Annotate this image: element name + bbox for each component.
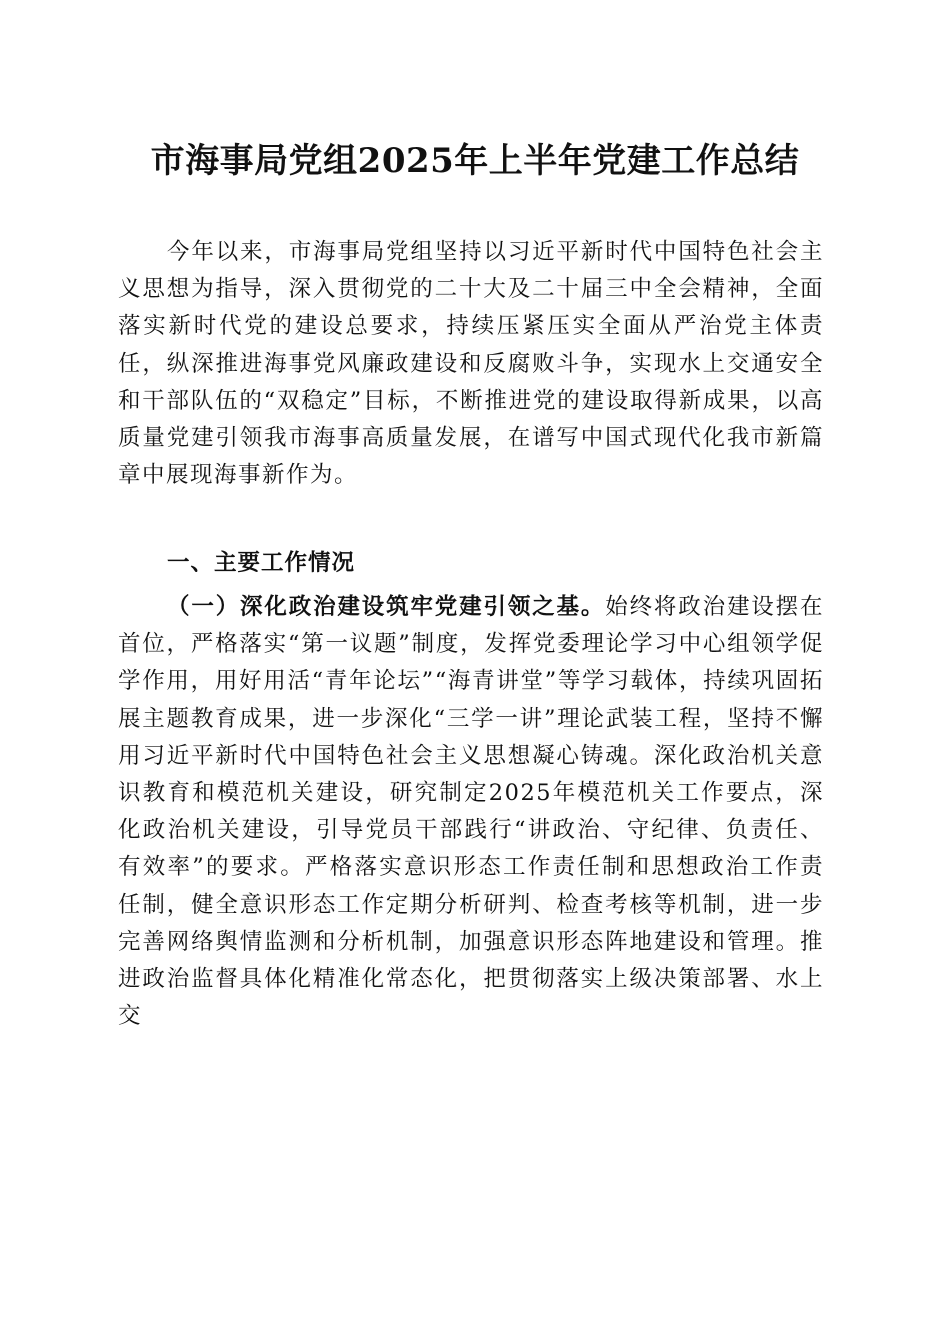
document-title: 市海事局党组2025年上半年党建工作总结 [150, 141, 800, 181]
section-heading-main-work: 一、主要工作情况 [167, 550, 356, 576]
intro-paragraph: 今年以来，市海事局党组坚持以习近平新时代中国特色社会主义思想为指导，深入贯彻党的二十大及二十届三中全会精神，全面落实新时代党的建设总要求，持续压紧压实全面从严治党主体责任，纵深推进海事党风廉政建设和反腐败斗争，实现水上交通安全和干部队伍的“双稳定”目标，不断推进党的建设取得新成果，以高质量党建引领我市海事高质量发展，在谱写中国式现代化我市新篇章中展现海事新作为。 [118, 239, 824, 489]
subsection-body-text: 始终将政治建设摆在首位，严格落实“第一议题”制度，发挥党委理论学习中心组领学促学作用，用好用活“青年论坛”“海青讲堂”等学习载体，持续巩固拓展主题教育成果，进一步深化“三学一讲”理论武装工程，坚持不懈用习近平新时代中国特色社会主义思想凝心铸魂。深化政治机关意识教育和模范机关建设，研究制定2025年模范机关工作要点，深化政治机关建设，引导党员干部践行“讲政治、守纪律、负责任、有效率”的要求。严格落实意识形态工作责任制和思想政治工作责任制，健全意识形态工作定期分析研判、检查考核等机制，进一步完善网络舆情监测和分析机制，加强意识形态阵地建设和管理。推进政治监督具体化精准化常态化，把贯彻落实上级决策部署、水上交 [118, 594, 824, 1030]
subsection-lead-title: （一）深化政治建设筑牢党建引领之基。 [167, 594, 606, 620]
subsection-paragraph-political-building [118, 589, 824, 1035]
